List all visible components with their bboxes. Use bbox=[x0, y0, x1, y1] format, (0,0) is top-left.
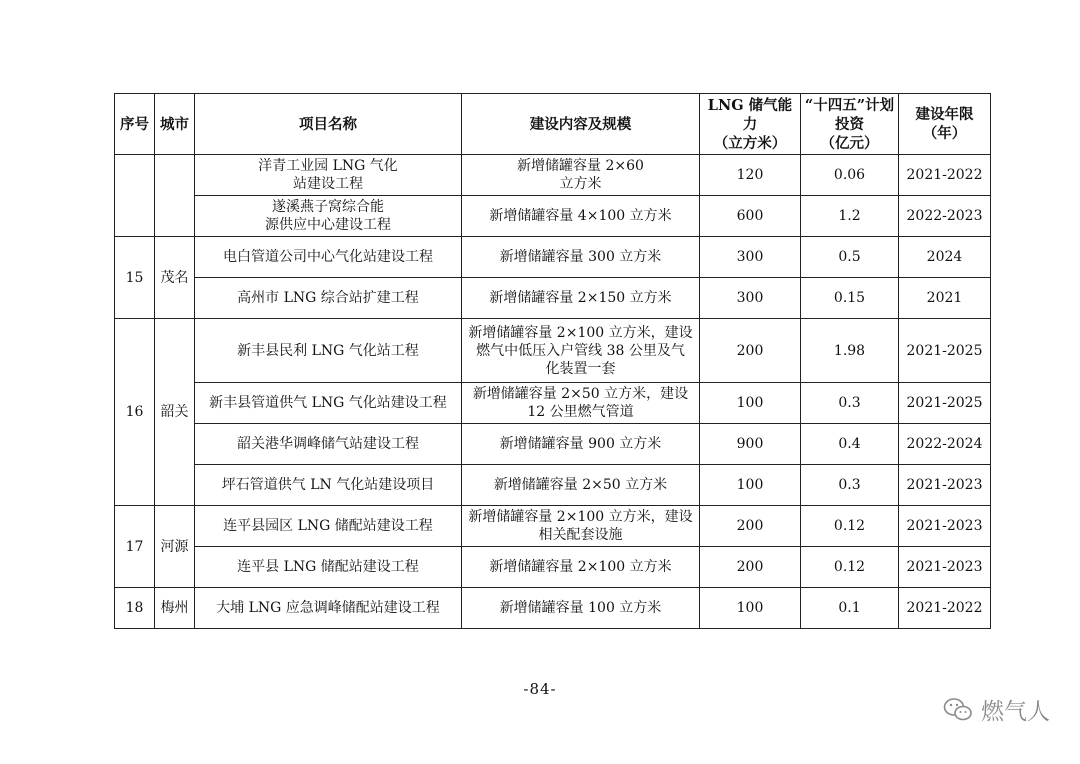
content-cell: 新增储罐容量 2×150 立方米 bbox=[462, 278, 700, 319]
content-cell: 新增储罐容量 900 立方米 bbox=[462, 424, 700, 465]
project-name-cell: 连平县 LNG 储配站建设工程 bbox=[195, 547, 462, 588]
table-row bbox=[115, 465, 991, 506]
table-row bbox=[115, 319, 991, 383]
table-row bbox=[115, 506, 991, 547]
watermark bbox=[943, 693, 1050, 726]
city-cell: 茂名 bbox=[155, 237, 195, 319]
header-period: 建设年限 （年） bbox=[899, 94, 991, 155]
capacity-cell: 200 bbox=[700, 506, 801, 547]
capacity-cell: 300 bbox=[700, 278, 801, 319]
header-city: 城市 bbox=[155, 94, 195, 155]
table-row bbox=[115, 424, 991, 465]
period-cell: 2021-2022 bbox=[899, 155, 991, 196]
content-cell: 新增储罐容量 300 立方米 bbox=[462, 237, 700, 278]
seq-cell bbox=[115, 155, 155, 237]
capacity-cell: 200 bbox=[700, 547, 801, 588]
table-row bbox=[115, 383, 991, 424]
watermark-text: 燃气人 bbox=[981, 699, 1050, 725]
project-table bbox=[114, 93, 991, 629]
project-name-cell: 韶关港华调峰储气站建设工程 bbox=[195, 424, 462, 465]
table-row bbox=[115, 278, 991, 319]
city-cell: 河源 bbox=[155, 506, 195, 588]
capacity-cell: 600 bbox=[700, 196, 801, 237]
investment-cell: 0.3 bbox=[801, 465, 899, 506]
investment-cell: 1.98 bbox=[801, 319, 899, 383]
content-cell: 新增储罐容量 2×50 立方米 bbox=[462, 465, 700, 506]
period-cell: 2021-2025 bbox=[899, 383, 991, 424]
period-cell: 2021 bbox=[899, 278, 991, 319]
investment-cell: 0.06 bbox=[801, 155, 899, 196]
city-cell: 梅州 bbox=[155, 588, 195, 629]
investment-cell: 0.12 bbox=[801, 547, 899, 588]
header-seq: 序号 bbox=[115, 94, 155, 155]
table-row bbox=[115, 155, 991, 196]
investment-cell: 0.12 bbox=[801, 506, 899, 547]
content-cell: 新增储罐容量 2×60 立方米 bbox=[462, 155, 700, 196]
table-row bbox=[115, 196, 991, 237]
period-cell: 2021-2023 bbox=[899, 547, 991, 588]
content-cell: 新增储罐容量 2×100 立方米，建设 相关配套设施 bbox=[462, 506, 700, 547]
capacity-cell: 120 bbox=[700, 155, 801, 196]
table-row bbox=[115, 547, 991, 588]
period-cell: 2021-2022 bbox=[899, 588, 991, 629]
project-name-cell: 电白管道公司中心气化站建设工程 bbox=[195, 237, 462, 278]
capacity-cell: 100 bbox=[700, 465, 801, 506]
project-name-cell: 坪石管道供气 LN 气化站建设项目 bbox=[195, 465, 462, 506]
content-cell: 新增储罐容量 4×100 立方米 bbox=[462, 196, 700, 237]
header-capacity: LNG 储气能力 （立方米） bbox=[700, 94, 801, 155]
period-cell: 2021-2023 bbox=[899, 506, 991, 547]
investment-cell: 0.15 bbox=[801, 278, 899, 319]
seq-cell: 15 bbox=[115, 237, 155, 319]
seq-cell: 17 bbox=[115, 506, 155, 588]
period-cell: 2021-2025 bbox=[899, 319, 991, 383]
header-content: 建设内容及规模 bbox=[462, 94, 700, 155]
header-project: 项目名称 bbox=[195, 94, 462, 155]
seq-cell: 16 bbox=[115, 319, 155, 506]
investment-cell: 1.2 bbox=[801, 196, 899, 237]
table-row bbox=[115, 588, 991, 629]
content-cell: 新增储罐容量 2×100 立方米 bbox=[462, 547, 700, 588]
investment-cell: 0.1 bbox=[801, 588, 899, 629]
project-name-cell: 遂溪燕子窝综合能 源供应中心建设工程 bbox=[195, 196, 462, 237]
header-investment: “十四五”计划 投资 （亿元） bbox=[801, 94, 899, 155]
seq-cell: 18 bbox=[115, 588, 155, 629]
content-cell: 新增储罐容量 2×50 立方米，建设 12 公里燃气管道 bbox=[462, 383, 700, 424]
table-header-row bbox=[115, 94, 991, 155]
capacity-cell: 300 bbox=[700, 237, 801, 278]
investment-cell: 0.3 bbox=[801, 383, 899, 424]
wechat-icon bbox=[943, 697, 973, 723]
project-name-cell: 高州市 LNG 综合站扩建工程 bbox=[195, 278, 462, 319]
project-name-cell: 新丰县民利 LNG 气化站工程 bbox=[195, 319, 462, 383]
project-name-cell: 连平县园区 LNG 储配站建设工程 bbox=[195, 506, 462, 547]
capacity-cell: 100 bbox=[700, 383, 801, 424]
period-cell: 2024 bbox=[899, 237, 991, 278]
city-cell bbox=[155, 155, 195, 237]
content-cell: 新增储罐容量 2×100 立方米，建设 燃气中低压入户管线 38 公里及气 化装置一套 bbox=[462, 319, 700, 383]
content-cell: 新增储罐容量 100 立方米 bbox=[462, 588, 700, 629]
period-cell: 2022-2023 bbox=[899, 196, 991, 237]
city-cell: 韶关 bbox=[155, 319, 195, 506]
capacity-cell: 100 bbox=[700, 588, 801, 629]
period-cell: 2021-2023 bbox=[899, 465, 991, 506]
project-name-cell: 新丰县管道供气 LNG 气化站建设工程 bbox=[195, 383, 462, 424]
project-name-cell: 大埔 LNG 应急调峰储配站建设工程 bbox=[195, 588, 462, 629]
investment-cell: 0.4 bbox=[801, 424, 899, 465]
capacity-cell: 900 bbox=[700, 424, 801, 465]
capacity-cell: 200 bbox=[700, 319, 801, 383]
period-cell: 2022-2024 bbox=[899, 424, 991, 465]
investment-cell: 0.5 bbox=[801, 237, 899, 278]
table-row bbox=[115, 237, 991, 278]
page-number: -84- bbox=[523, 680, 557, 698]
project-name-cell: 洋青工业园 LNG 气化 站建设工程 bbox=[195, 155, 462, 196]
